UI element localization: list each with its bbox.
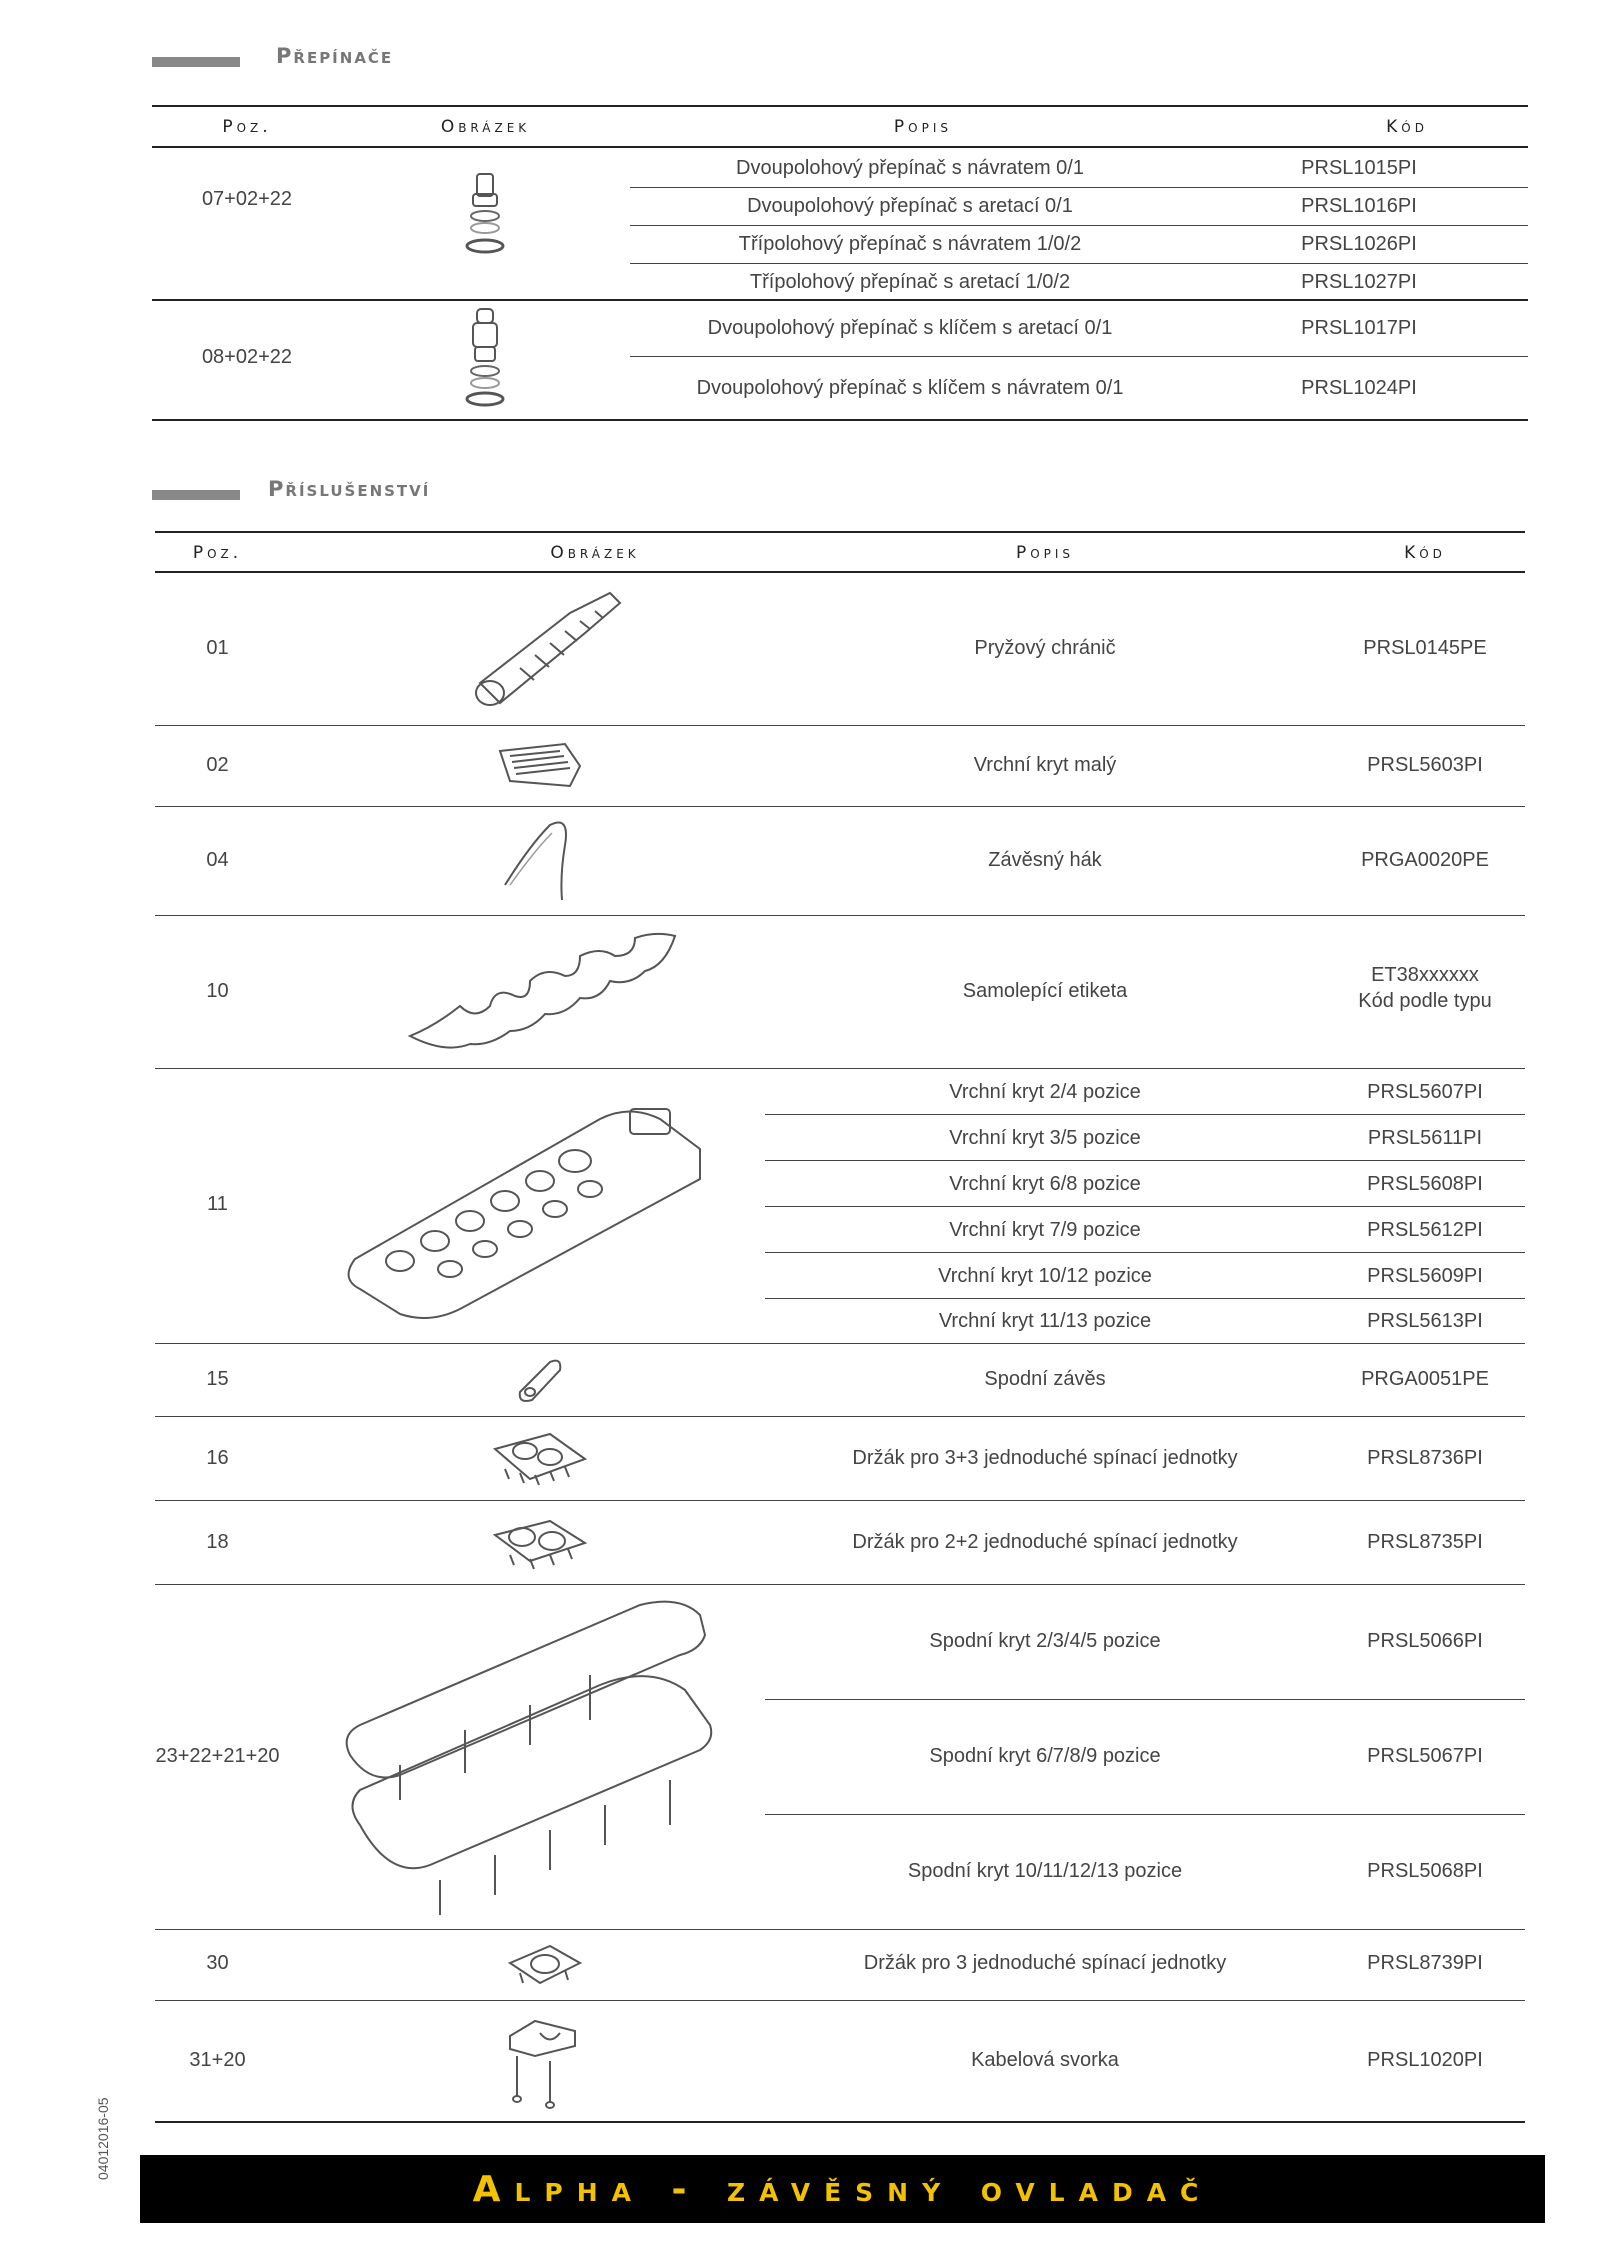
code-cell: PRSL1027PI bbox=[1301, 271, 1417, 293]
table-row bbox=[155, 916, 1525, 1069]
code-cell: PRSL5067PI bbox=[1367, 1745, 1483, 1767]
header-poz: Poz. bbox=[192, 543, 243, 563]
description-cell: Vrchní kryt 6/8 pozice bbox=[949, 1173, 1141, 1195]
description-cell: Spodní závěs bbox=[984, 1368, 1106, 1390]
accessories-table-header bbox=[155, 533, 1525, 573]
poz-cell: 11 bbox=[207, 1193, 228, 1215]
poz-cell: 23+22+21+20 bbox=[155, 1745, 280, 1767]
code-cell: PRSL1024PI bbox=[1301, 377, 1417, 399]
holder-3x3-icon bbox=[490, 1429, 590, 1489]
description-cell: Držák pro 3+3 jednoduché spínací jednotky bbox=[852, 1447, 1238, 1469]
header-obrazek: Obrázek bbox=[550, 543, 640, 563]
cable-clamp-icon bbox=[505, 2011, 585, 2111]
code-cell: PRSL8739PI bbox=[1367, 1952, 1483, 1974]
code-cell: PRSL8736PI bbox=[1367, 1447, 1483, 1469]
description-cell: Třípolohový přepínač s aretací 1/0/2 bbox=[749, 271, 1071, 293]
description-cell: Vrchní kryt 10/12 pozice bbox=[938, 1265, 1152, 1287]
key-switch-icon bbox=[455, 305, 515, 410]
code-cell: PRGA0020PE bbox=[1361, 849, 1489, 871]
description-cell: Vrchní kryt 2/4 pozice bbox=[949, 1081, 1141, 1103]
description-cell: Dvoupolohový přepínač s klíčem s návratem 0/1 bbox=[696, 377, 1124, 399]
section-marker bbox=[152, 57, 240, 67]
poz-cell: 30 bbox=[206, 1952, 229, 1974]
bottom-hanger-icon bbox=[510, 1352, 570, 1407]
table-row bbox=[765, 1207, 1525, 1253]
description-cell: Samolepící etiketa bbox=[962, 980, 1128, 1002]
description-cell: Vrchní kryt 7/9 pozice bbox=[949, 1219, 1141, 1241]
table-row bbox=[155, 1417, 1525, 1501]
description-cell: Závěsný hák bbox=[988, 849, 1102, 871]
table-top-rule bbox=[152, 105, 1528, 107]
table-row bbox=[155, 1344, 1525, 1417]
code-cell: PRSL5612PI bbox=[1367, 1219, 1483, 1241]
table-row bbox=[155, 573, 1525, 726]
description-cell: Kabelová svorka bbox=[971, 2049, 1119, 2071]
section-title-prislusenstvi: Příslušenství bbox=[268, 477, 431, 501]
code-cell: PRSL5603PI bbox=[1367, 754, 1483, 776]
code-cell: PRSL5607PI bbox=[1367, 1081, 1483, 1103]
table-row bbox=[765, 1115, 1525, 1161]
poz-cell: 02 bbox=[206, 754, 229, 776]
table-row bbox=[765, 1299, 1525, 1343]
code-cell: PRSL5608PI bbox=[1367, 1173, 1483, 1195]
code-cell: PRSL5611PI bbox=[1367, 1127, 1483, 1149]
small-top-cover-icon bbox=[490, 736, 590, 796]
code-cell: PRSL5613PI bbox=[1367, 1310, 1483, 1332]
code-cell: PRSL1020PI bbox=[1367, 2049, 1483, 2071]
description-cell: Třípolohový přepínač s návratem 1/0/2 bbox=[630, 226, 1190, 264]
top-cover-icon bbox=[340, 1089, 740, 1329]
header-poz: Poz. bbox=[152, 108, 342, 147]
table-row bbox=[155, 1930, 1525, 2001]
code-cell: PRSL0145PE bbox=[1363, 637, 1487, 659]
table-bottom-rule bbox=[152, 419, 1528, 421]
poz-cell: 31+20 bbox=[189, 2049, 246, 2071]
poz-cell: 08+02+22 bbox=[201, 346, 293, 368]
label-sheet-icon bbox=[405, 926, 680, 1056]
poz-cell: 18 bbox=[206, 1531, 229, 1553]
poz-cell: 04 bbox=[206, 849, 229, 871]
header-kod: Kód bbox=[1404, 543, 1446, 563]
table-row bbox=[765, 1700, 1525, 1815]
footer-title: Alpha - závěsný ovladač bbox=[472, 2168, 1213, 2210]
section-title-prepinace: Přepínače bbox=[276, 44, 394, 68]
header-popis: Popis bbox=[1015, 543, 1075, 563]
holder-3-icon bbox=[505, 1938, 585, 1993]
header-obrazek: Obrázek bbox=[342, 108, 629, 147]
footer-banner bbox=[140, 2155, 1545, 2223]
description-cell: Držák pro 2+2 jednoduché spínací jednotky bbox=[852, 1531, 1238, 1553]
description-cell: Vrchní kryt 11/13 pozice bbox=[938, 1310, 1152, 1332]
description-cell: Držák pro 3 jednoduché spínací jednotky bbox=[863, 1952, 1227, 1974]
table-row bbox=[155, 2001, 1525, 2123]
table-row bbox=[765, 1069, 1525, 1115]
hanging-hook-icon bbox=[490, 815, 590, 910]
code-cell: PRSL1016PI bbox=[1190, 188, 1528, 226]
poz-cell: 10 bbox=[206, 980, 229, 1002]
selector-switch-icon bbox=[455, 170, 515, 265]
poz-cell: 01 bbox=[206, 637, 229, 659]
code-cell: PRSL5066PI bbox=[1367, 1630, 1483, 1652]
holder-2x2-icon bbox=[490, 1513, 590, 1573]
table-row bbox=[765, 1815, 1525, 1929]
table-row bbox=[765, 1253, 1525, 1299]
header-popis: Popis bbox=[629, 108, 972, 147]
code-cell: PRSL5068PI bbox=[1367, 1860, 1483, 1882]
switches-table bbox=[152, 108, 1528, 148]
rubber-protector-icon bbox=[460, 583, 625, 713]
code-cell: PRSL1026PI bbox=[1190, 226, 1528, 264]
header-kod: Kód bbox=[972, 108, 1528, 147]
description-cell: Dvoupolohový přepínač s klíčem s aretací 0/1 bbox=[630, 301, 1190, 357]
description-cell: Dvoupolohový přepínač s aretací 0/1 bbox=[630, 188, 1190, 226]
description-cell: Vrchní kryt malý bbox=[973, 754, 1117, 776]
table-row bbox=[765, 1161, 1525, 1207]
description-cell: Pryžový chránič bbox=[974, 637, 1116, 659]
table-row bbox=[765, 1585, 1525, 1700]
description-cell: Spodní kryt 10/11/12/13 pozice bbox=[907, 1860, 1183, 1882]
code-cell: PRSL1015PI bbox=[1190, 150, 1528, 188]
code-cell: PRSL1017PI bbox=[1190, 301, 1528, 357]
bottom-cover-icon bbox=[340, 1595, 750, 1925]
document-code: 04012016-05 bbox=[95, 2097, 111, 2180]
poz-cell: 15 bbox=[206, 1368, 229, 1390]
code-note-cell: Kód podle typu bbox=[1358, 990, 1492, 1012]
code-cell: PRSL8735PI bbox=[1367, 1531, 1483, 1553]
table-row bbox=[155, 726, 1525, 807]
description-cell: Spodní kryt 6/7/8/9 pozice bbox=[929, 1745, 1161, 1767]
section-marker bbox=[152, 490, 240, 500]
poz-cell: 07+02+22 bbox=[201, 188, 293, 210]
code-cell: ET38xxxxxx bbox=[1371, 964, 1479, 986]
code-cell: PRGA0051PE bbox=[1361, 1368, 1489, 1390]
description-cell: Spodní kryt 2/3/4/5 pozice bbox=[929, 1630, 1161, 1652]
table-row bbox=[155, 807, 1525, 916]
code-cell: PRSL5609PI bbox=[1367, 1265, 1483, 1287]
description-cell: Dvoupolohový přepínač s návratem 0/1 bbox=[630, 150, 1190, 188]
description-cell: Vrchní kryt 3/5 pozice bbox=[949, 1127, 1141, 1149]
table-row bbox=[155, 1501, 1525, 1585]
poz-cell: 16 bbox=[206, 1447, 229, 1469]
